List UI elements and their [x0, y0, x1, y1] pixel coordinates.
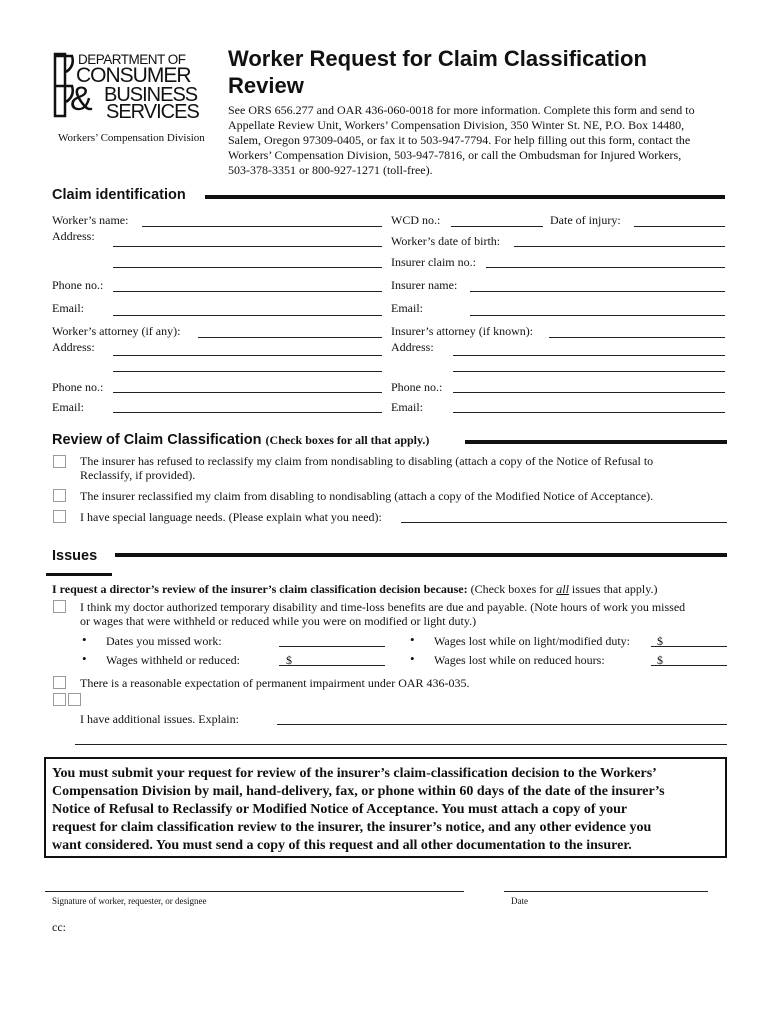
form-title-line-1: Worker Request for Claim Classification — [228, 46, 647, 71]
worker-phone-field[interactable] — [113, 291, 382, 292]
insurers-attorney-email-field[interactable] — [453, 412, 725, 413]
worker-address-label: Address: — [52, 229, 95, 243]
insurer-claim-no-field[interactable] — [486, 267, 725, 268]
refused-reclassify-checkbox[interactable] — [53, 455, 66, 468]
wages-withheld-currency: $ — [286, 653, 292, 667]
section-rule — [115, 553, 727, 557]
dates-missed-label: Dates you missed work: — [106, 634, 222, 648]
notice-line-1: You must submit your request for review of the insurer’s claim-classification decision to the Workers’ — [52, 766, 657, 781]
insurers-attorney-address-field-1[interactable] — [453, 355, 725, 356]
intro-line-3: Salem, Oregon 97309-0405, or fax it to 503-947-7794. For help filling out this form, contact the — [228, 133, 691, 147]
workers-attorney-label: Worker’s attorney (if any): — [52, 324, 181, 338]
date-of-injury-label: Date of injury: — [550, 213, 621, 227]
special-language-field[interactable] — [401, 522, 727, 523]
section-rule — [465, 440, 727, 444]
dates-missed-field[interactable] — [279, 646, 385, 647]
insurers-attorney-phone-label: Phone no.: — [391, 380, 443, 394]
workers-attorney-phone-label: Phone no.: — [52, 380, 104, 394]
additional-issues-label: I have additional issues. Explain: — [80, 712, 239, 726]
wages-reduced-hours-currency: $ — [657, 653, 663, 667]
bullet: • — [410, 632, 415, 647]
insurers-attorney-address-label: Address: — [391, 340, 434, 354]
reclassified-nondisabling-text: The insurer reclassified my claim from disabling to nondisabling (attach a copy of the Modified Notice of Acceptance). — [80, 489, 654, 503]
special-language-checkbox[interactable] — [53, 510, 66, 523]
wages-reduced-hours-field[interactable] — [651, 665, 727, 666]
logo-ampersand: & — [70, 80, 93, 118]
wcd-no-field[interactable] — [451, 226, 543, 227]
workers-name-label: Worker’s name: — [52, 213, 129, 227]
time-loss-text-2: or wages that were withheld or reduced while you were on modified or light duty.) — [80, 614, 477, 628]
issues-intro — [52, 582, 657, 596]
wcd-no-label: WCD no.: — [391, 213, 441, 227]
section-rule — [205, 195, 725, 199]
wages-light-duty-currency: $ — [657, 634, 663, 648]
insurers-attorney-label: Insurer’s attorney (if known): — [391, 324, 534, 338]
intro-line-4: Workers’ Compensation Division, 503-947-7816, or call the Ombudsman for Injured Workers, — [228, 148, 682, 162]
wages-withheld-field[interactable] — [279, 665, 385, 666]
wages-light-duty-field[interactable] — [651, 646, 727, 647]
wages-light-duty-label: Wages lost while on light/modified duty: — [434, 634, 631, 648]
issues-intro-post: issues that apply.) — [571, 582, 658, 596]
date-field[interactable] — [504, 891, 708, 892]
time-loss-checkbox[interactable] — [53, 600, 66, 613]
permanent-impairment-checkbox[interactable] — [53, 676, 66, 689]
bullet: • — [82, 651, 87, 666]
review-heading-text: Review of Claim Classification — [52, 432, 262, 448]
logo-line-3: BUSINESS — [104, 84, 198, 106]
insurers-attorney-address-field-2[interactable] — [453, 371, 725, 372]
insurer-email-label: Email: — [391, 301, 423, 315]
issues-intro-all: all — [556, 582, 569, 596]
bullet: • — [82, 632, 87, 647]
division-name: Workers’ Compensation Division — [58, 132, 205, 144]
workers-attorney-email-label: Email: — [52, 400, 84, 414]
worker-email-field[interactable] — [113, 315, 382, 316]
workers-dob-field[interactable] — [514, 246, 725, 247]
workers-attorney-email-field[interactable] — [113, 412, 382, 413]
signature-label: Signature of worker, requester, or designee — [52, 896, 207, 906]
insurers-attorney-phone-field[interactable] — [453, 392, 725, 393]
logo-line-4: SERVICES — [106, 101, 199, 123]
insurer-claim-no-label: Insurer claim no.: — [391, 255, 476, 269]
claim-identification-heading: Claim identification — [52, 187, 186, 203]
additional-issues-checkbox[interactable] — [53, 693, 66, 706]
bullet: • — [410, 651, 415, 666]
logo-line-1: DEPARTMENT OF — [78, 52, 186, 67]
insurers-attorney-field[interactable] — [549, 337, 725, 338]
workers-name-field[interactable] — [142, 226, 382, 227]
issues-intro-pre: (Check boxes for — [470, 582, 554, 596]
workers-attorney-address-label: Address: — [52, 340, 95, 354]
review-heading — [52, 432, 429, 448]
intro-line-5: 503-378-3351 or 800-927-1271 (toll-free). — [228, 163, 433, 177]
logo-line-2: CONSUMER — [76, 64, 191, 87]
additional-issues-field-2[interactable] — [75, 744, 727, 745]
cc-label: cc: — [52, 920, 66, 934]
additional-issues-checkbox-2[interactable] — [68, 693, 81, 706]
wages-reduced-hours-label: Wages lost while on reduced hours: — [434, 653, 605, 667]
worker-phone-label: Phone no.: — [52, 278, 104, 292]
refused-reclassify-text-2: Reclassify, if provided). — [80, 468, 196, 482]
worker-address-field-2[interactable] — [113, 267, 382, 268]
intro-line-1: See ORS 656.277 and OAR 436-060-0018 for more information. Complete this form and send to — [228, 103, 695, 117]
date-of-injury-field[interactable] — [634, 226, 725, 227]
notice-line-3: Notice of Refusal to Reclassify or Modified Notice of Acceptance. You must attach a copy of your — [52, 802, 628, 817]
time-loss-text-1: I think my doctor authorized temporary disability and time-loss benefits are due and payable. (Note hours of work you missed — [80, 600, 686, 614]
insurers-attorney-email-label: Email: — [391, 400, 423, 414]
workers-attorney-address-field-2[interactable] — [113, 371, 382, 372]
form-title-line-2: Review — [228, 73, 304, 98]
workers-dob-label: Worker’s date of birth: — [391, 234, 501, 248]
additional-issues-field-1[interactable] — [277, 724, 727, 725]
notice-line-5: want considered. You must send a copy of this request and all other documentation to the insurer. — [52, 838, 632, 853]
intro-line-2: Appellate Review Unit, Workers’ Compensation Division, 350 Winter St. NE, P.O. Box 14480, — [228, 118, 685, 132]
wages-withheld-label: Wages withheld or reduced: — [106, 653, 240, 667]
special-language-text: I have special language needs. (Please explain what you need): — [80, 510, 382, 524]
date-label: Date — [511, 896, 528, 906]
permanent-impairment-text: There is a reasonable expectation of permanent impairment under OAR 436-035. — [80, 676, 470, 690]
review-heading-note: (Check boxes for all that apply.) — [265, 433, 430, 447]
notice-line-2: Compensation Division by mail, hand-delivery, fax, or phone within 60 days of the date of the insurer’s — [52, 784, 665, 799]
refused-reclassify-text-1: The insurer has refused to reclassify my claim from nondisabling to disabling (attach a copy of the Notice of Refusal to — [80, 454, 654, 468]
issues-intro-bold: I request a director’s review of the insurer’s claim classification decision because: — [52, 582, 468, 596]
insurer-name-label: Insurer name: — [391, 278, 458, 292]
workers-attorney-address-field-1[interactable] — [113, 355, 382, 356]
workers-attorney-phone-field[interactable] — [113, 392, 382, 393]
insurer-name-field[interactable] — [470, 291, 725, 292]
notice-line-4: request for claim classification review to the insurer, the insurer’s notice, and any other evidence you — [52, 820, 652, 835]
reclassified-nondisabling-checkbox[interactable] — [53, 489, 66, 502]
section-rule-short — [46, 573, 112, 576]
issues-heading: Issues — [52, 548, 98, 564]
worker-email-label: Email: — [52, 301, 84, 315]
workers-attorney-field[interactable] — [198, 337, 382, 338]
worker-address-field-1[interactable] — [113, 246, 382, 247]
insurer-email-field[interactable] — [470, 315, 725, 316]
signature-field[interactable] — [45, 891, 464, 892]
